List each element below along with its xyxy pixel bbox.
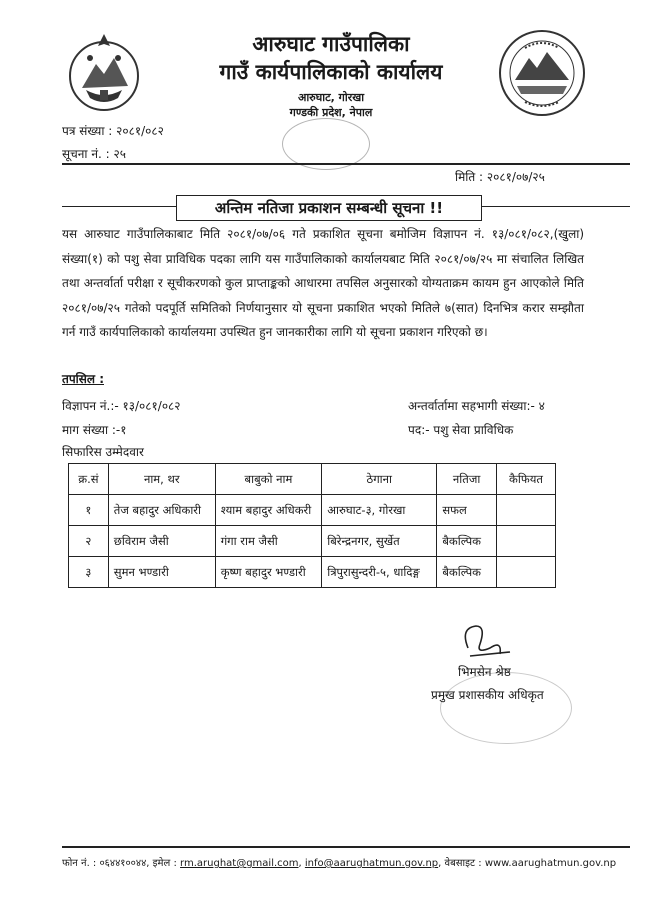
col-name: नाम, थर: [108, 464, 215, 495]
cell-result: बैकल्पिक: [437, 526, 497, 557]
cell-father-name: कृष्ण बहादुर भण्डारी: [215, 557, 322, 588]
cell-address: त्रिपुरासुन्दरी-५, धादिङ्ग: [322, 557, 437, 588]
col-serial: क्र.सं: [69, 464, 109, 495]
header-divider: [62, 163, 630, 165]
interview-participants: अन्तर्वार्तामा सहभागी संख्या:- ४: [408, 399, 545, 413]
signatory-name: भिमसेन श्रेष्ठ: [458, 665, 511, 679]
signature-mark: [450, 618, 520, 666]
cell-serial: ३: [69, 557, 109, 588]
office-province: गण्डकी प्रदेश, नेपाल: [289, 106, 373, 119]
footer-website[interactable]: www.aarughatmun.gov.np: [484, 858, 617, 869]
demand-count: माग संख्या :-१: [62, 423, 127, 437]
cell-remarks: [496, 557, 555, 588]
footer-phone: फोन नं. : ०६४४१००४४, इमेल :: [62, 858, 181, 869]
post-name: पद:- पशु सेवा प्राविधिक: [408, 423, 514, 437]
col-address: ठेगाना: [322, 464, 437, 495]
tapasil-heading: तपसिल :: [62, 372, 104, 386]
letter-number: पत्र संख्या : २०८१/०८२: [62, 124, 164, 138]
cell-address: बिरेन्द्रनगर, सुर्खेत: [322, 526, 437, 557]
office-subtitle: गाउँ कार्यपालिकाको कार्यालय: [219, 60, 443, 84]
table-row: [69, 495, 556, 526]
signatory-designation: प्रमुख प्रशासकीय अधिकृत: [431, 688, 544, 702]
cell-serial: १: [69, 495, 109, 526]
advertisement-number: विज्ञापन नं.:- १३/०८१/०८२: [62, 399, 181, 413]
footer-contact: [62, 855, 622, 869]
table-row: [69, 557, 556, 588]
footer-email-link[interactable]: rm.arughat@gmail.com: [180, 858, 299, 869]
cell-remarks: [496, 526, 555, 557]
notice-date: मिति : २०८१/०७/२५: [455, 170, 545, 184]
cell-serial: २: [69, 526, 109, 557]
cell-father-name: गंगा राम जैसी: [215, 526, 322, 557]
footer-website-label: , वेबसाइट :: [438, 858, 485, 869]
notice-body: यस आरुघाट गाउँपालिकाबाट मिति २०८१/०७/०६ गते प्रकाशित सूचना बमोजिम विज्ञापन नं. १३/०८१/०८२,(खुला) संख्या(१) को पशु सेवा प्राविधिक पदका लागि यस गाउँपालिकाको कार्यालयबाट मिति २०८१/०७/२५ मा संचालित लिखित तथा अन्तर्वार्ता परीक्षा र सूचीकरणको कुल प्राप्ताङ्कको आधारमा तपसिल अनुसारको योग्यताक्रम कायम हुन आएकोले मिति २०८१/०७/२५ गतेको पदपूर्ति समितिको निर्णयानुसार यो सूचना प्रकाशित भएको मितिले ७(सात) दिनभित्र करार सम्झौता गर्न गाउँ कार्यपालिकाको कार्यालयमा उपस्थित हुन जानकारीका लागि यो सूचना प्रकाशन गरिएको छ।: [62, 227, 584, 339]
table-row: [69, 526, 556, 557]
cell-name: सुमन भण्डारी: [108, 557, 215, 588]
recommended-candidates-label: सिफारिस उम्मेदवार: [62, 445, 144, 459]
cell-name: तेज बहादुर अधिकारी: [108, 495, 215, 526]
cell-result: बैकल्पिक: [437, 557, 497, 588]
results-table: [68, 463, 556, 588]
col-father-name: बाबुको नाम: [215, 464, 322, 495]
footer-email2-link[interactable]: info@aarughatmun.gov.np: [304, 858, 439, 869]
col-result: नतिजा: [437, 464, 497, 495]
cell-remarks: [496, 495, 555, 526]
footer-divider: [62, 846, 630, 848]
cell-father-name: श्याम बहादुर अधिकरी: [215, 495, 322, 526]
col-remarks: कैफियत: [496, 464, 555, 495]
footer-separator: ,: [298, 858, 305, 869]
office-address: आरुघाट, गोरखा: [297, 91, 365, 104]
notice-title: अन्तिम नतिजा प्रकाशन सम्बन्धी सूचना !!: [176, 195, 482, 221]
cell-address: आरुघाट-३, गोरखा: [322, 495, 437, 526]
cell-result: सफल: [437, 495, 497, 526]
table-header-row: [69, 464, 556, 495]
signature-stamp: [440, 672, 572, 744]
office-name: आरुघाट गाउँपालिका: [252, 32, 410, 56]
cell-name: छविराम जैसी: [108, 526, 215, 557]
notice-number: सूचना नं. : २५: [62, 147, 126, 161]
